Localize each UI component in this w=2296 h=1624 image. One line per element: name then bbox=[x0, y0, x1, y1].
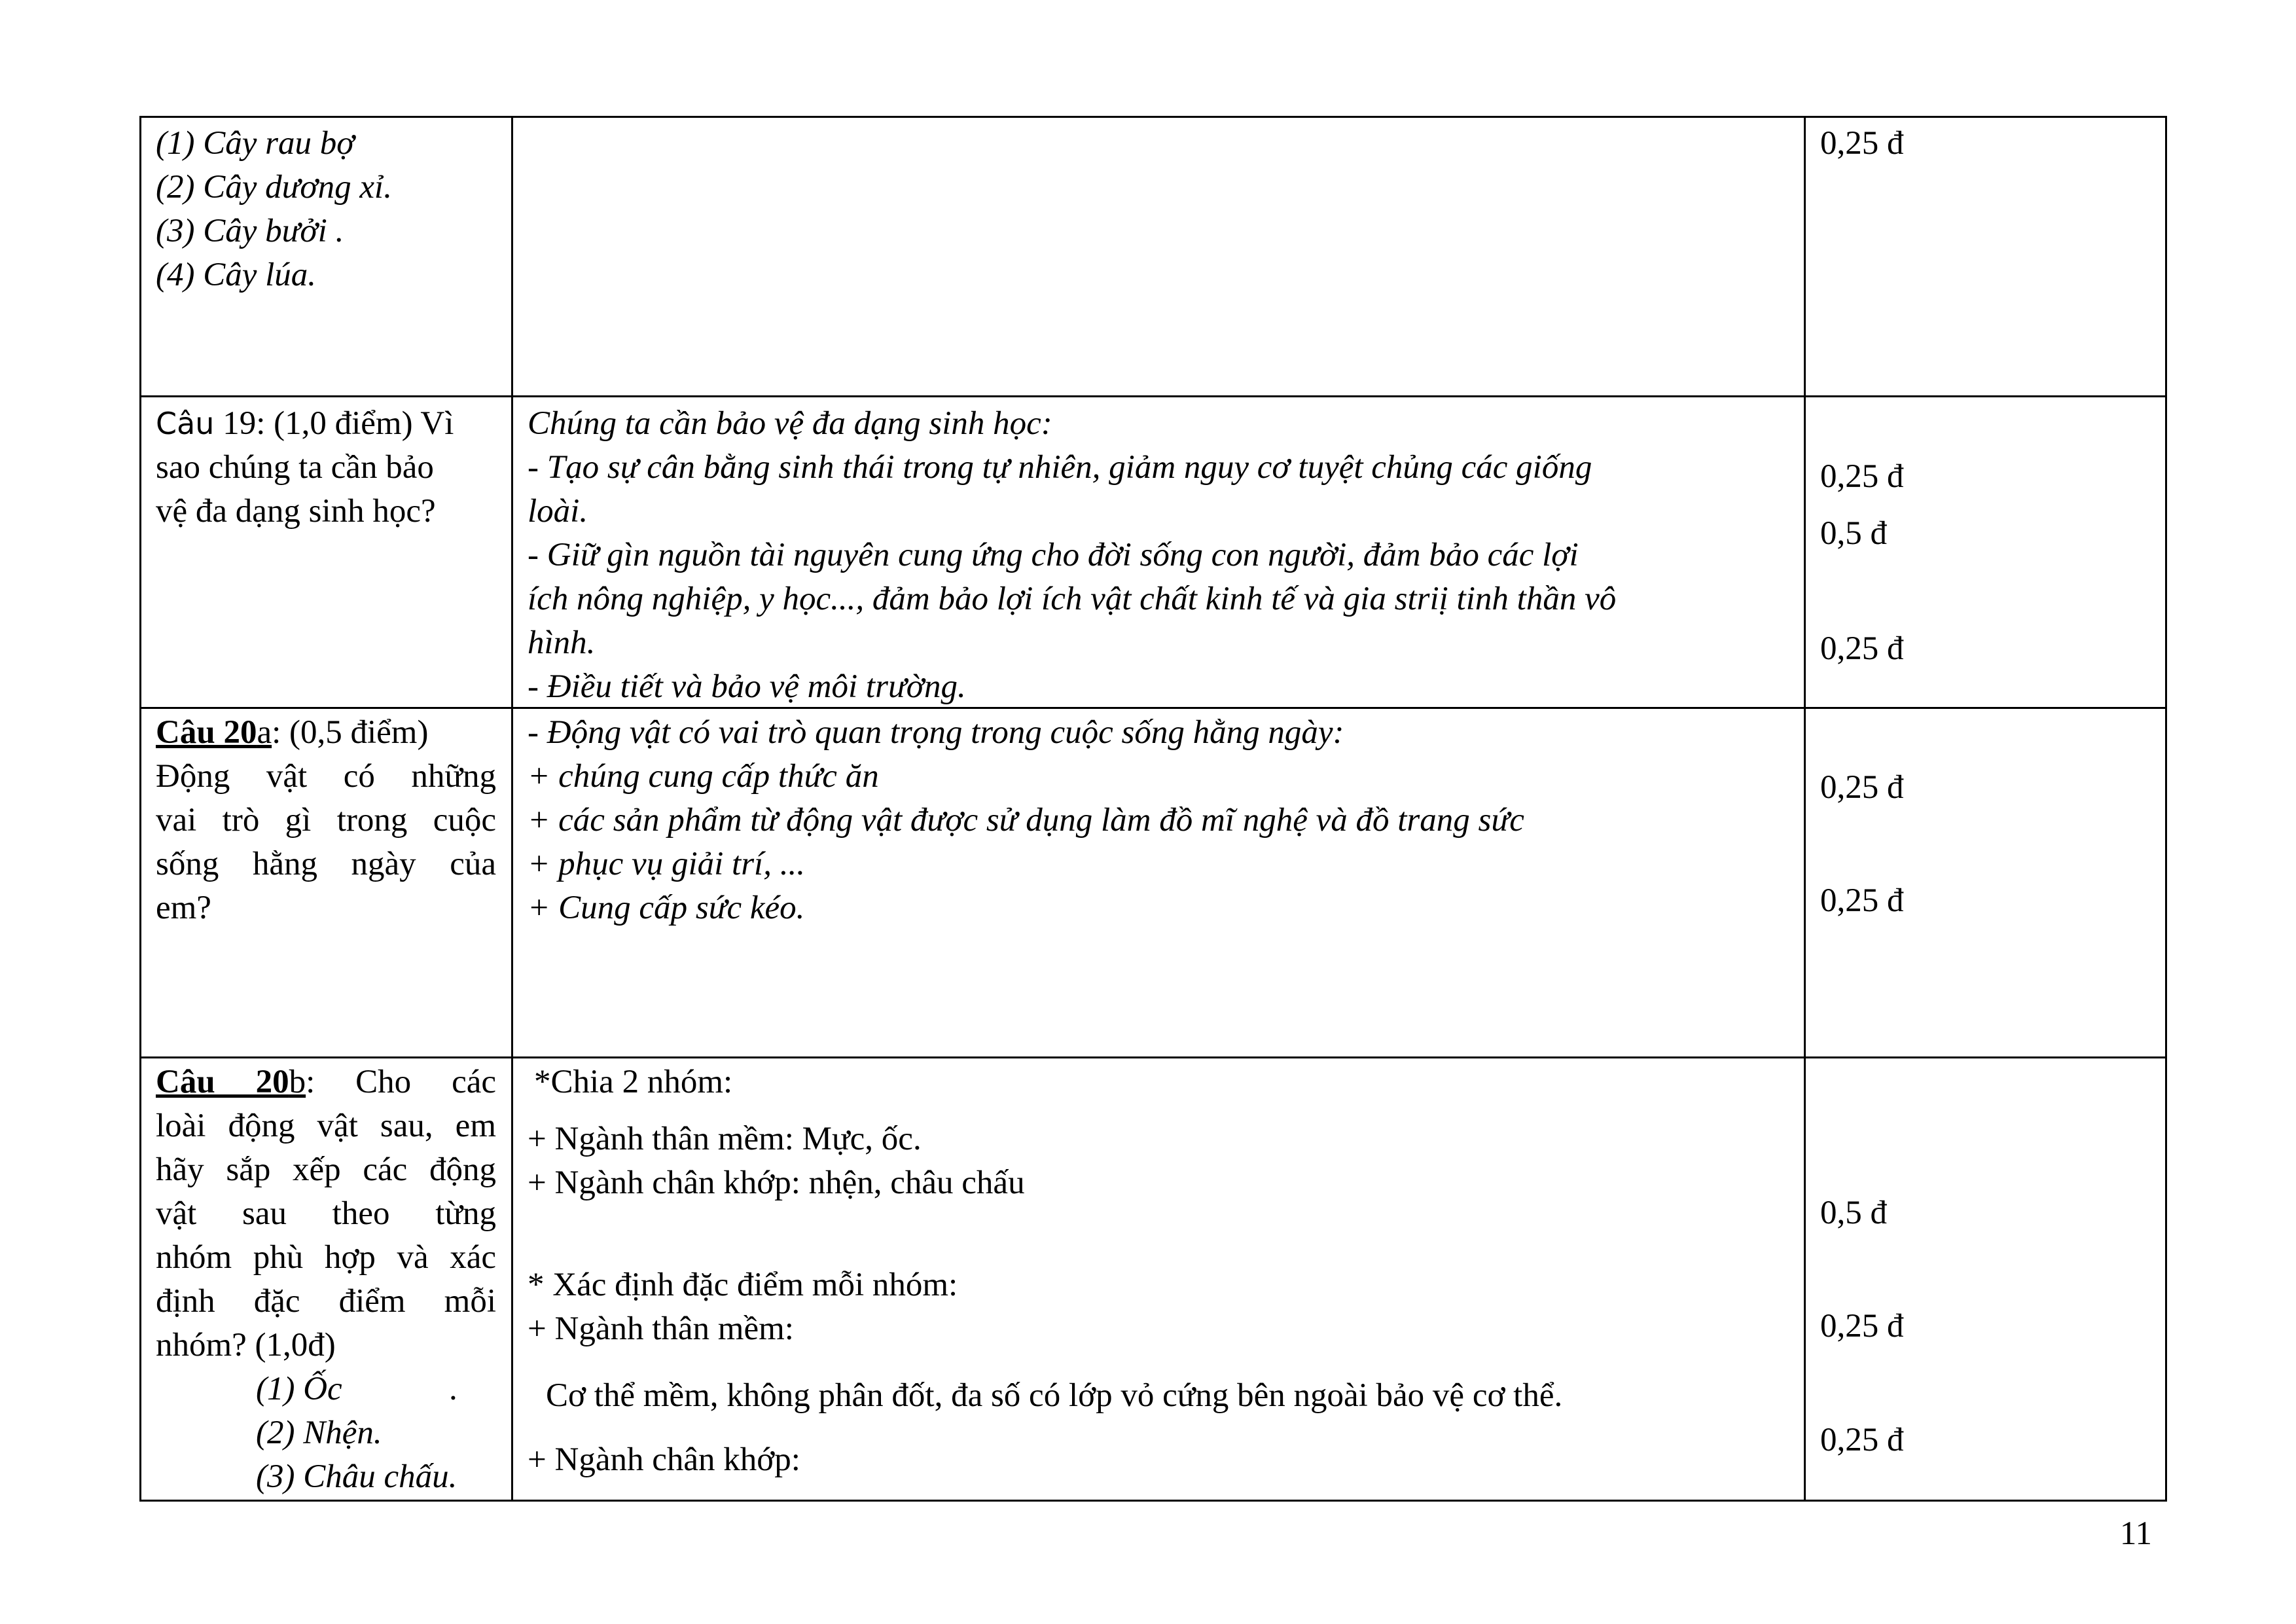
score-value: 0,25 đ bbox=[1820, 1308, 1904, 1344]
answer-line: *Chia 2 nhóm: bbox=[534, 1064, 733, 1100]
question-text: vệ đa dạng sinh học? bbox=[156, 493, 436, 530]
row-divider bbox=[141, 707, 2165, 709]
animal-item-dot: . bbox=[449, 1371, 457, 1407]
question-text: Động vật có những bbox=[156, 758, 496, 795]
question-text: loài động vật sau, em bbox=[156, 1108, 496, 1144]
question-line-wrap bbox=[156, 842, 496, 886]
answer-line: + Cung cấp sức kéo. bbox=[528, 890, 805, 926]
question-heading bbox=[156, 1060, 496, 1104]
question-text: sống hằng ngày của bbox=[156, 846, 496, 882]
question-suffix: b bbox=[289, 1064, 306, 1100]
question-label: Câu bbox=[156, 406, 215, 441]
question-line-wrap bbox=[156, 1236, 496, 1280]
question-text: em? bbox=[156, 890, 211, 926]
answer-line: + chúng cung cấp thức ăn bbox=[528, 758, 879, 795]
page-number: 11 bbox=[2119, 1515, 2152, 1552]
answer-line: + Ngành thân mềm: bbox=[528, 1310, 794, 1347]
question-text: định đặc điểm mỗi bbox=[156, 1283, 496, 1320]
score-value: 0,25 đ bbox=[1820, 125, 1904, 162]
question-text: nhóm phù hợp và xác bbox=[156, 1239, 496, 1276]
score-value: 0,25 đ bbox=[1820, 458, 1904, 495]
answer-line: loài. bbox=[528, 493, 588, 530]
answer-line: ích nông nghiệp, y học..., đảm bảo lợi ích vật chất kinh tế và gia striị tinh thần vô bbox=[528, 581, 1617, 617]
question-text: vai trò gì trong cuộc bbox=[156, 802, 496, 839]
score-value: 0,25 đ bbox=[1820, 882, 1904, 919]
score-value: 0,25 đ bbox=[1820, 1422, 1904, 1458]
question-line-wrap bbox=[156, 799, 496, 842]
answer-line: - Điều tiết và bảo vệ môi trường. bbox=[528, 668, 966, 705]
question-line-wrap bbox=[156, 1192, 496, 1236]
score-value: 0,25 đ bbox=[1820, 769, 1904, 806]
question-heading bbox=[156, 711, 496, 755]
answer-line: Cơ thể mềm, không phân đốt, đa số có lớp vỏ cứng bên ngoài bảo vệ cơ thể. bbox=[546, 1377, 1563, 1414]
question-text: sao chúng ta cần bảo bbox=[156, 449, 434, 486]
question-line-wrap bbox=[156, 1104, 496, 1148]
score-value: 0,5 đ bbox=[1820, 515, 1887, 552]
question-line-wrap bbox=[156, 755, 496, 799]
answer-table bbox=[139, 116, 2167, 1502]
plant-item: (3) Cây bưởi . bbox=[156, 213, 344, 249]
answer-line: * Xác định đặc điểm mỗi nhóm: bbox=[528, 1267, 958, 1303]
question-text: nhóm? (1,0đ) bbox=[156, 1327, 336, 1363]
column-divider bbox=[1804, 118, 1806, 1500]
answer-line: + Ngành thân mềm: Mực, ốc. bbox=[528, 1121, 922, 1157]
plant-item: (2) Cây dương xỉ. bbox=[156, 169, 392, 206]
answer-line: + Ngành chân khớp: bbox=[528, 1441, 800, 1478]
row-divider bbox=[141, 395, 2165, 397]
question-line-wrap bbox=[156, 1148, 496, 1192]
answer-line: + các sản phẩm từ động vật được sử dụng làm đồ mĩ nghệ và đồ trang sức bbox=[528, 802, 1524, 839]
question-points: : (0,5 điểm) bbox=[272, 714, 429, 751]
question-text: vật sau theo từng bbox=[156, 1195, 496, 1232]
answer-line: + phục vụ giải trí, ... bbox=[528, 846, 805, 882]
question-line-wrap bbox=[156, 1280, 496, 1324]
question-intro: : Cho các bbox=[306, 1064, 496, 1100]
answer-line: hình. bbox=[528, 624, 596, 661]
question-suffix: a bbox=[257, 714, 272, 751]
answer-line: - Động vật có vai trò quan trọng trong cuộc sống hằng ngày: bbox=[528, 714, 1344, 751]
animal-item: (3) Châu chấu. bbox=[256, 1458, 457, 1495]
plant-item: (1) Cây rau bợ bbox=[156, 125, 355, 162]
answer-line: - Tạo sự cân bằng sinh thái trong tự nhiên, giảm nguy cơ tuyệt chủng các giống bbox=[528, 449, 1592, 486]
answer-line: - Giữ gìn nguồn tài nguyên cung ứng cho đời sống con người, đảm bảo các lợi bbox=[528, 537, 1579, 573]
animal-item: (1) Ốc bbox=[256, 1371, 342, 1407]
score-value: 0,25 đ bbox=[1820, 630, 1904, 667]
score-value: 0,5 đ bbox=[1820, 1195, 1887, 1231]
question-heading-wrap bbox=[156, 1060, 496, 1104]
row-divider bbox=[141, 1056, 2165, 1058]
plant-item: (4) Cây lúa. bbox=[156, 257, 317, 293]
question-heading bbox=[156, 402, 454, 446]
question-label: Câu 20 bbox=[156, 1064, 289, 1100]
column-divider bbox=[511, 118, 513, 1500]
answer-line: + Ngành chân khớp: nhện, châu chấu bbox=[528, 1164, 1025, 1201]
question-text: 19: (1,0 điểm) Vì bbox=[223, 405, 454, 442]
animal-item: (2) Nhện. bbox=[256, 1415, 382, 1451]
answer-line: Chúng ta cần bảo vệ đa dạng sinh học: bbox=[528, 405, 1052, 442]
question-label: Câu 20 bbox=[156, 714, 257, 751]
question-text: hãy sắp xếp các động bbox=[156, 1151, 496, 1188]
